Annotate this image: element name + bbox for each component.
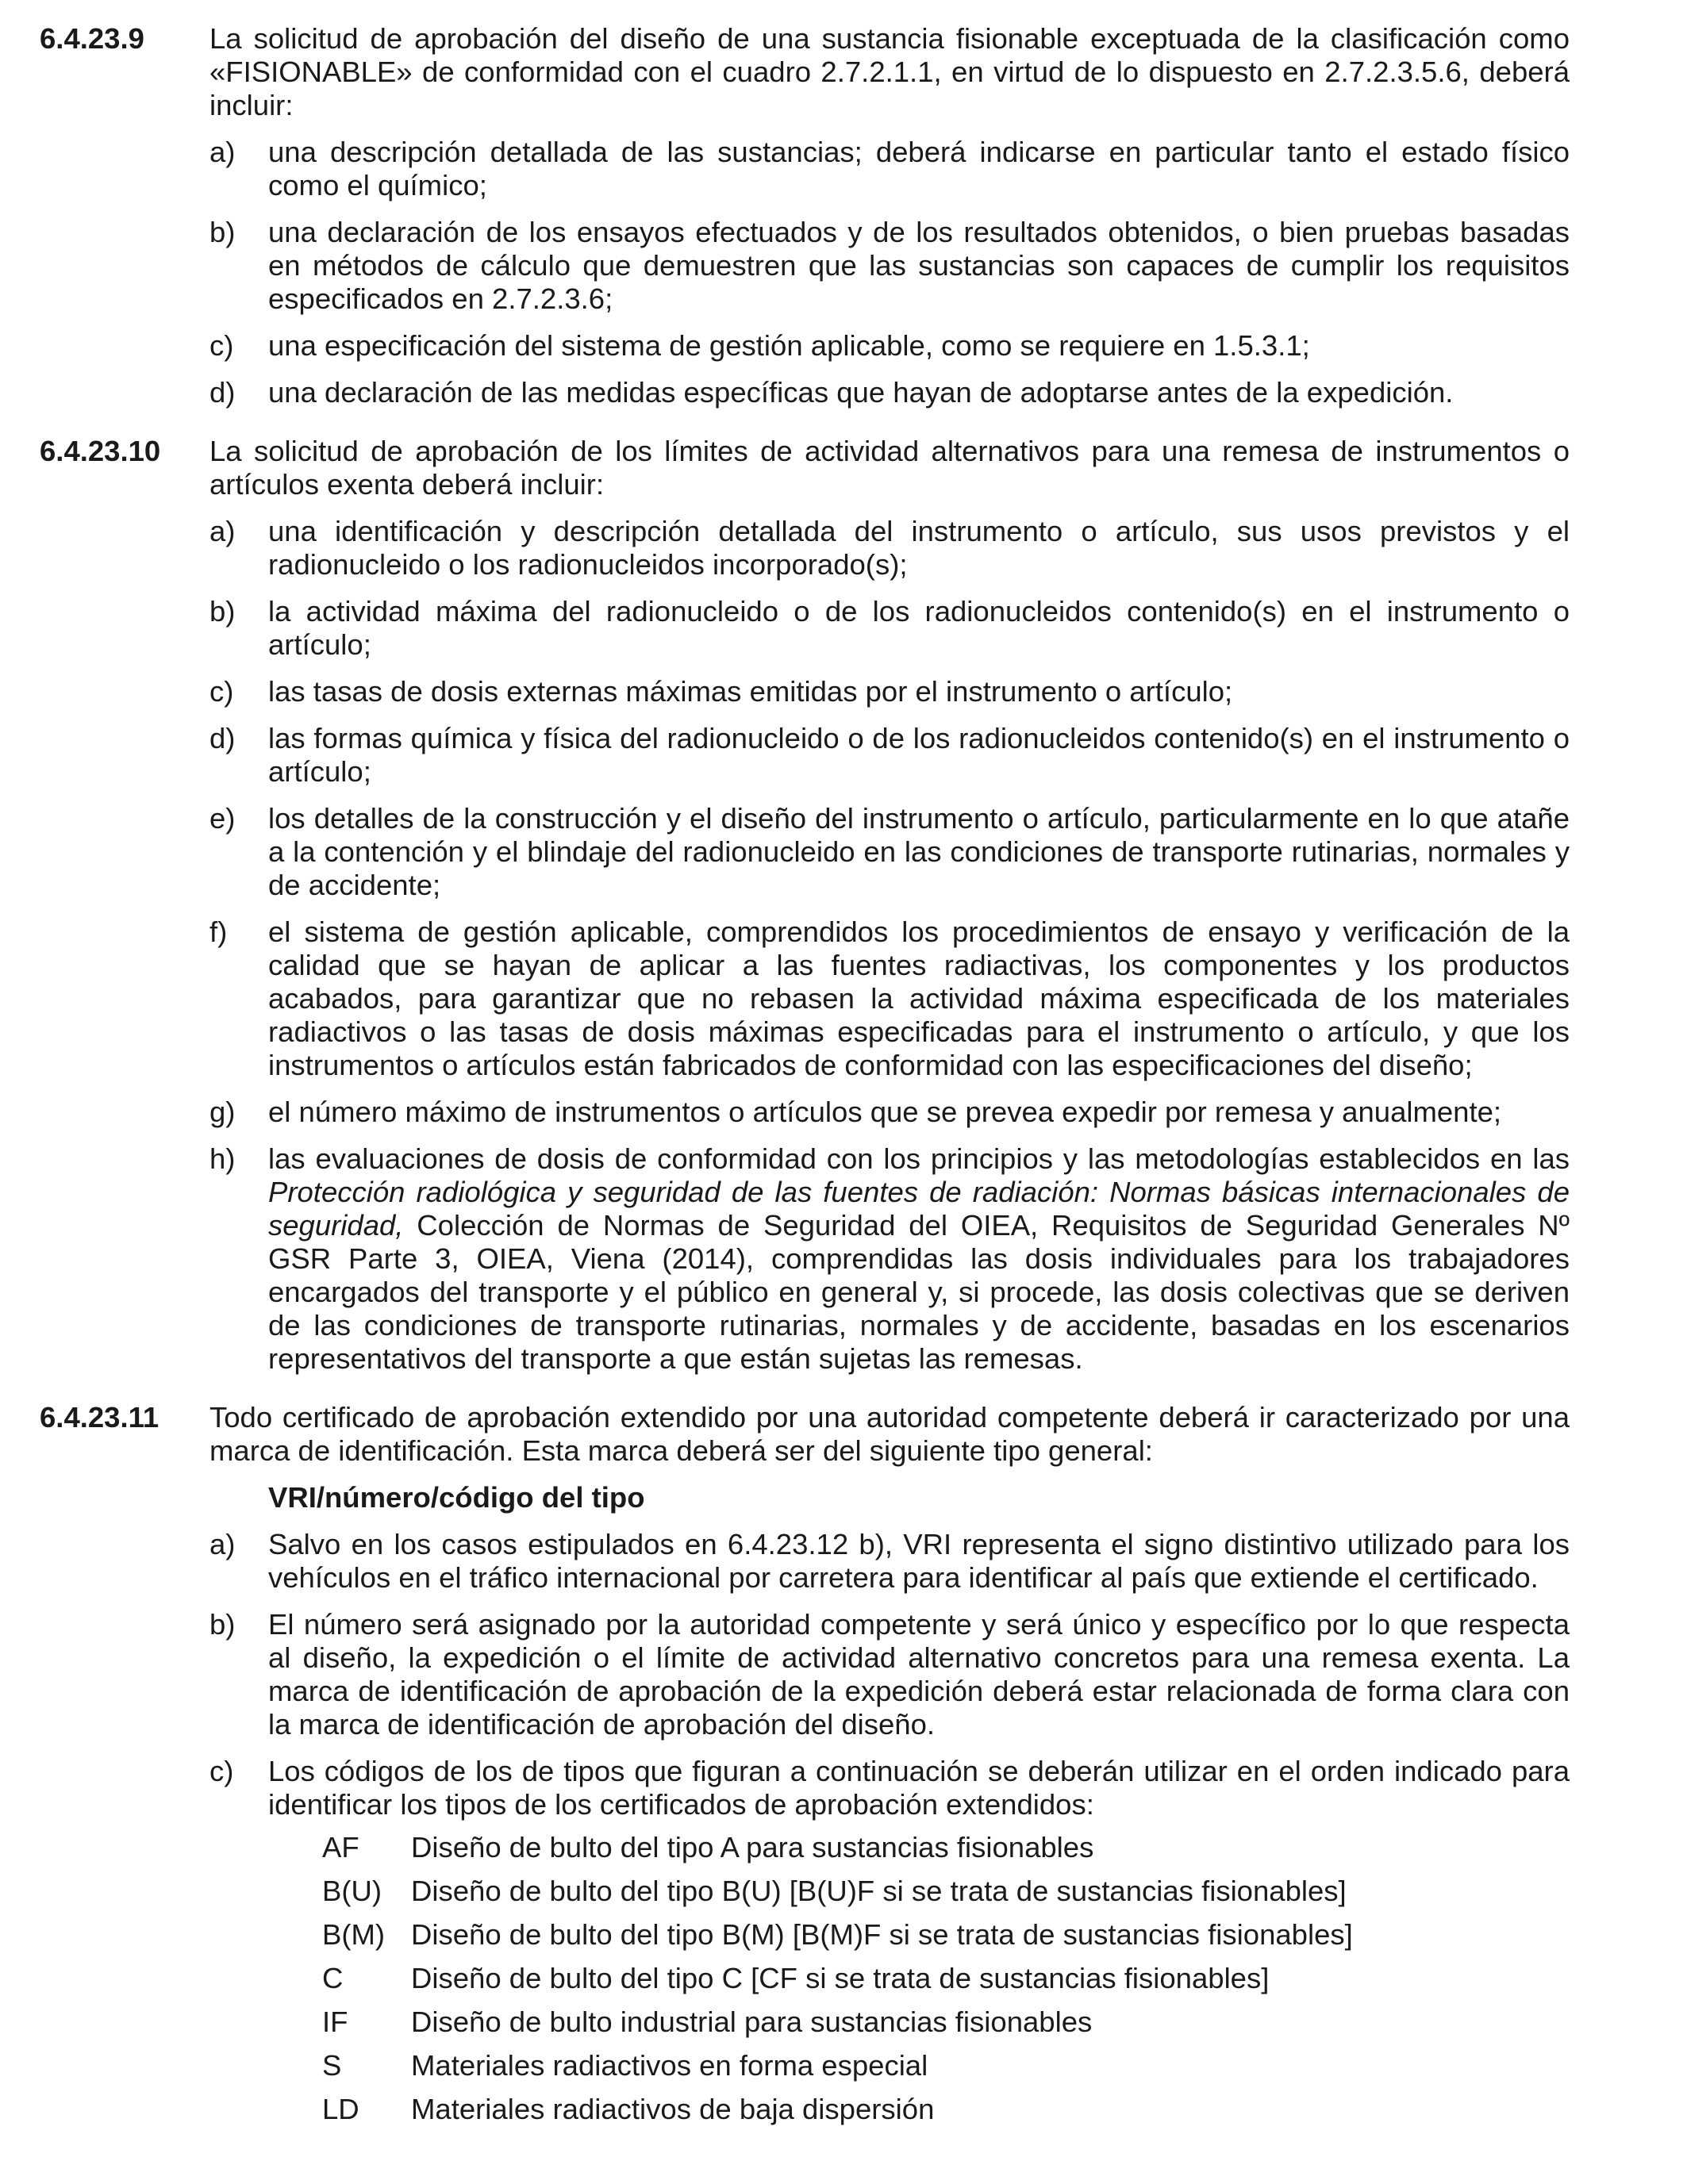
item-text: el número máximo de instrumentos o artículos que se prevea expedir por remesa y anualmente; (268, 1096, 1502, 1128)
list-item (209, 136, 1570, 202)
type-code: IF (322, 2006, 348, 2038)
list-item (209, 216, 1570, 316)
list-item (209, 802, 1570, 902)
type-code-description: Diseño de bulto del tipo C [CF si se trata de sustancias fisionables] (411, 1962, 1270, 1994)
item-letter: h) (209, 1142, 236, 1175)
item-letter: a) (209, 515, 236, 547)
item-letter: a) (209, 136, 236, 168)
list-item (209, 376, 1570, 409)
item-letter: d) (209, 722, 236, 754)
list-item (209, 675, 1570, 708)
item-letter: a) (209, 1528, 236, 1560)
type-code-row (322, 1831, 1570, 1864)
item-letter: f) (209, 915, 228, 948)
type-code-description: Diseño de bulto del tipo B(M) [B(M)F si se trata de sustancias fisionables] (411, 1918, 1353, 1951)
item-text-italic-citation: Protección radiológica y seguridad de las fuentes de radiación: Normas básicas internacionales de seguridad, (268, 1176, 1570, 1242)
section-6-4-23-9 (40, 22, 1570, 409)
type-code-row (322, 1918, 1570, 1952)
item-text: una declaración de los ensayos efectuados y de los resultados obtenidos, o bien pruebas basadas en métodos de cálculo que demuestren que las sustancias son capaces de cumplir los requisitos especificados en 2.7.2.3.6; (268, 216, 1570, 315)
list-item (209, 1528, 1570, 1595)
list-item (209, 1608, 1570, 1741)
type-code-description: Materiales radiactivos en forma especial (411, 2049, 928, 2082)
item-text: Salvo en los casos estipulados en 6.4.23.12 b), VRI representa el signo distintivo utilizado para los vehículos en el tráfico internacional por carretera para identificar al país que extiende el certificado. (268, 1528, 1570, 1594)
type-code: LD (322, 2093, 359, 2125)
type-code-row (322, 2049, 1570, 2082)
item-text: una declaración de las medidas específicas que hayan de adoptarse antes de la expedición. (268, 376, 1454, 409)
type-code-row (322, 2093, 1570, 2126)
list-item (209, 722, 1570, 789)
type-code: B(M) (322, 1918, 386, 1951)
item-letter: c) (209, 1755, 234, 1787)
section-number: 6.4.23.10 (40, 435, 161, 467)
item-letter: c) (209, 329, 234, 362)
type-code-row (322, 2006, 1570, 2039)
item-text: las tasas de dosis externas máximas emitidas por el instrumento o artículo; (268, 675, 1233, 708)
section-6-4-23-10 (40, 435, 1570, 1376)
type-code: C (322, 1962, 344, 1994)
item-text-after: Colección de Normas de Seguridad del OIEA, Requisitos de Seguridad Generales Nº GSR Parte 3, OIEA, Viena (2014), comprendidas las dosis individuales para los trabajadores encargados del transporte y el público en general y, si procede, las dosis colectivas que se deriven de las condiciones de transporte rutinarias, normales y de accidente, basadas en los escenarios representativos del transporte a que están sujetas las remesas. (268, 1209, 1570, 1375)
item-text: los detalles de la construcción y el diseño del instrumento o artículo, particularmente en lo que atañe a la contención y el blindaje del radionucleido en las condiciones de transporte rutinarias, normales y de accidente; (268, 802, 1570, 901)
type-code-description: Diseño de bulto industrial para sustancias fisionables (411, 2006, 1093, 2038)
item-text: las formas química y física del radionucleido o de los radionucleidos contenido(s) en el instrumento o artículo; (268, 722, 1570, 788)
type-code-description: Diseño de bulto del tipo B(U) [B(U)F si se trata de sustancias fisionables] (411, 1875, 1347, 1907)
item-text: el sistema de gestión aplicable, comprendidos los procedimientos de ensayo y verificación de la calidad que se hayan de aplicar a las fuentes radiactivas, los componentes y los productos acabados, para garantizar que no rebasen la actividad máxima especificada de los materiales radiactivos o las tasas de dosis máximas especificadas para el instrumento o artículo, y que los instrumentos o artículos están fabricados de conformidad con las especificaciones del diseño; (268, 915, 1570, 1081)
type-code-list (268, 1831, 1570, 2126)
section-number: 6.4.23.11 (40, 1401, 159, 1434)
item-letter: b) (209, 216, 236, 248)
item-text-before: las evaluaciones de dosis de conformidad con los principios y las metodologías establecidos en las (268, 1142, 1570, 1175)
section-intro: La solicitud de aprobación del diseño de una sustancia fisionable exceptuada de la clasificación como «FISIONABLE» de conformidad con el cuadro 2.7.2.1.1, en virtud de lo dispuesto en 2.7.2.3.5.6, deberá incluir: (209, 22, 1570, 121)
type-code: AF (322, 1831, 359, 1864)
type-code-description: Diseño de bulto del tipo A para sustancias fisionables (411, 1831, 1094, 1864)
item-text: El número será asignado por la autoridad competente y será único y específico por lo que respecta al diseño, la expedición o el límite de actividad alternativo concretos para una remesa exenta. La marca de identificación de aprobación de la expedición deberá estar relacionada de forma clara con la marca de identificación de aprobación del diseño. (268, 1608, 1570, 1741)
type-code-description: Materiales radiactivos de baja dispersión (411, 2093, 935, 2125)
identification-mark-format: VRI/número/código del tipo (268, 1481, 645, 1514)
item-letter: c) (209, 675, 234, 708)
item-text: una especificación del sistema de gestión aplicable, como se requiere en 1.5.3.1; (268, 329, 1310, 362)
list-item (209, 515, 1570, 582)
list-item (209, 1142, 1570, 1376)
item-letter: b) (209, 595, 236, 628)
list-item (209, 1755, 1570, 2126)
item-text: una descripción detallada de las sustancias; deberá indicarse en particular tanto el estado físico como el químico; (268, 136, 1570, 202)
list-item (209, 329, 1570, 363)
list-item (209, 595, 1570, 662)
type-code: B(U) (322, 1875, 382, 1907)
list-item (209, 1096, 1570, 1129)
section-6-4-23-11 (40, 1401, 1570, 2126)
section-intro: Todo certificado de aprobación extendido por una autoridad competente deberá ir caracterizado por una marca de identificación. Esta marca deberá ser del siguiente tipo general: (209, 1401, 1570, 1467)
section-number: 6.4.23.9 (40, 22, 144, 55)
type-code-row (322, 1875, 1570, 1908)
list-item (209, 915, 1570, 1082)
item-letter: g) (209, 1096, 236, 1128)
section-intro: La solicitud de aprobación de los límites de actividad alternativos para una remesa de instrumentos o artículos exenta deberá incluir: (209, 435, 1570, 501)
item-text: la actividad máxima del radionucleido o de los radionucleidos contenido(s) en el instrumento o artículo; (268, 595, 1570, 661)
item-letter: d) (209, 376, 236, 409)
type-code: S (322, 2049, 342, 2082)
item-text: Los códigos de los de tipos que figuran a continuación se deberán utilizar en el orden indicado para identificar los tipos de los certificados de aprobación extendidos: (268, 1755, 1570, 1821)
type-code-row (322, 1962, 1570, 1995)
item-letter: e) (209, 802, 236, 835)
item-letter: b) (209, 1608, 236, 1641)
item-text: una identificación y descripción detallada del instrumento o artículo, sus usos previstos y el radionucleido o los radionucleidos incorporado(s); (268, 515, 1570, 581)
